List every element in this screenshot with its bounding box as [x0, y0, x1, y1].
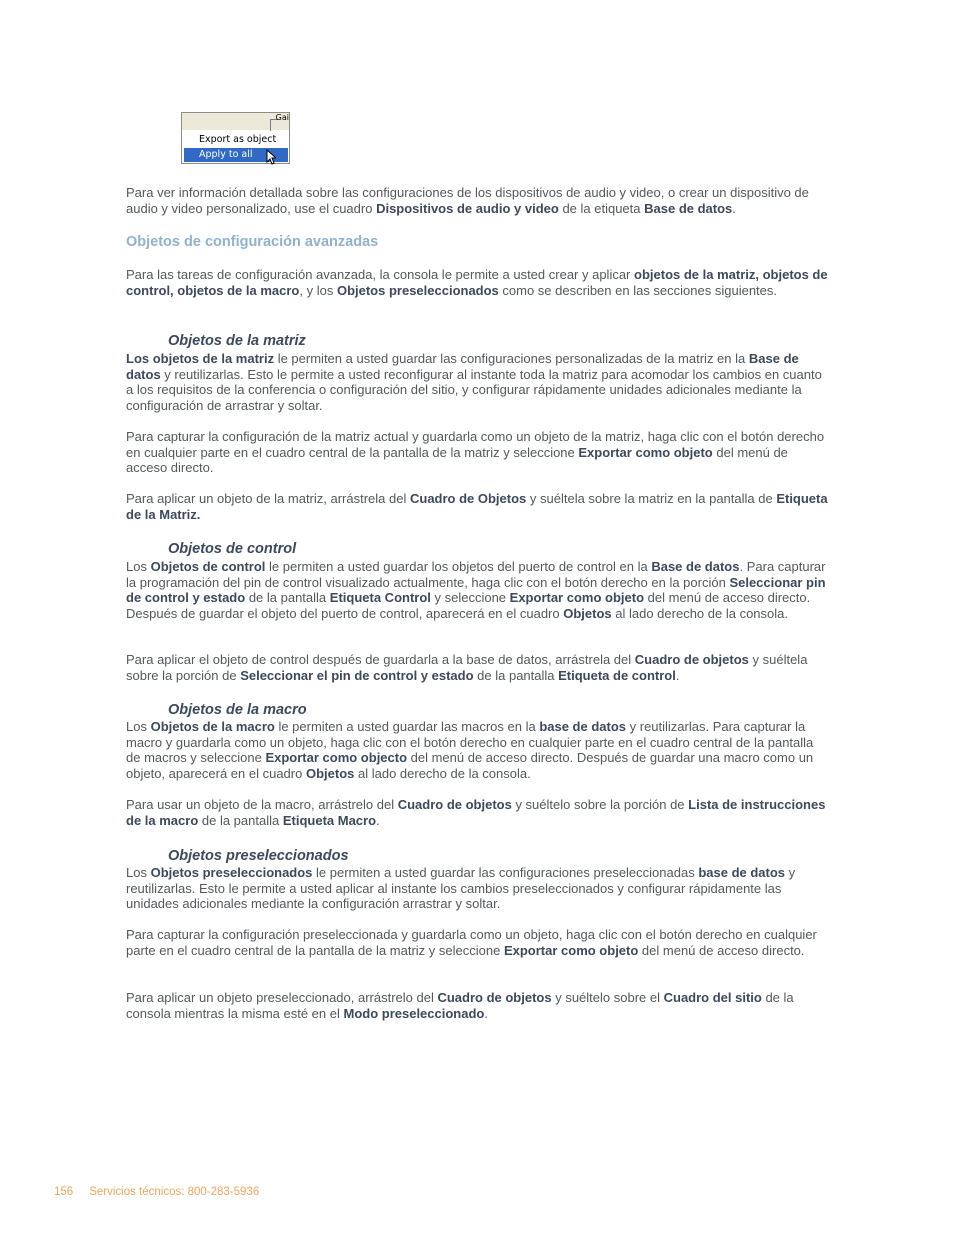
menu-item-apply-to-all[interactable]: Apply to all	[184, 148, 288, 162]
macro-heading: Objetos de la macro	[168, 702, 307, 718]
preset-heading: Objetos preseleccionados	[168, 848, 349, 864]
matrix-paragraph-2: Para capturar la configuración de la matriz actual y guardarla como un objeto de la matriz, haga clic con el botón derecho en cualquier parte en el cuadro central de la pantalla de la matriz y seleccione Exportar como objeto del menú de acceso directo.	[126, 429, 825, 476]
overview-paragraph: Para las tareas de configuración avanzada, la consola le permite a usted crear y aplicar objetos de la matriz, objetos de control, objetos de la macro, y los Objetos preseleccionados como se describen en las secciones siguientes.	[126, 267, 828, 298]
section-heading: Objetos de configuración avanzadas	[126, 234, 379, 250]
preset-paragraph-1: Los Objetos preseleccionados le permiten a usted guardar las configuraciones preseleccionadas base de datos y reutilizarlas. Esto le permite a usted aplicar al instante los cambios preseleccionados y configurar rápidamente las unidades adicionales mediante la configuración arrastrar y soltar.	[126, 865, 796, 912]
page-number: 156	[54, 1186, 74, 1198]
matrix-paragraph-3: Para aplicar un objeto de la matriz, arrástrela del Cuadro de Objetos y suéltela sobre la matriz en la pantalla de Etiqueta de la Matriz.	[126, 491, 828, 522]
menu-corner-text: Gai	[275, 113, 289, 122]
matrix-paragraph-1: Los objetos de la matriz le permiten a usted guardar las configuraciones personalizadas de la matriz en la Base de datos y reutilizarlas. Esto le permite a usted reconfigurar al instante toda la matriz para acomodar los cambios en cuanto a los requisitos de la conferencia o configuración del sitio, y configurar rápidamente unidades adicionales mediante la configuración de arrastrar y soltar.	[126, 351, 822, 413]
macro-paragraph-1: Los Objetos de la macro le permiten a usted guardar las macros en la base de datos y reutilizarlas. Para capturar la macro y guardarla como un objeto, haga clic con el botón derecho en cualquier parte en el cuadro central de la pantalla de macros y seleccione Exportar como objecto del menú de acceso directo. Después de guardar una macro como un objeto, aparecerá en el cuadro Objetos al lado derecho de la consola.	[126, 719, 814, 781]
frame-line	[270, 119, 271, 131]
control-paragraph-2: Para aplicar el objeto de control después de guardarla a la base de datos, arrástrela del Cuadro de objetos y suéltela sobre la porción de Seleccionar el pin de control y estado de la pantalla Etiqueta de control.	[126, 652, 808, 683]
control-heading: Objetos de control	[168, 541, 297, 557]
matrix-heading: Objetos de la matriz	[168, 333, 306, 349]
service-phone-text: Servicios técnicos: 800-283-5936	[89, 1186, 260, 1198]
preset-paragraph-3: Para aplicar un objeto preseleccionado, arrástrelo del Cuadro de objetos y suéltelo sobre el Cuadro del sitio de la consola mientras la misma esté en el Modo preseleccionado.	[126, 990, 794, 1021]
mouse-pointer-icon	[266, 149, 276, 165]
control-paragraph-1: Los Objetos de control le permiten a usted guardar los objetos del puerto de control en la Base de datos. Para capturar la programación del pin de control visualizado actualmente, haga clic con el botón derecho en la porción Seleccionar pin de control y estado de la pantalla Etiqueta Control y seleccione Exportar como objeto del menú de acceso directo. Después de guardar el objeto del puerto de control, aparecerá en el cuadro Objetos al lado derecho de la consola.	[126, 559, 826, 621]
intro-paragraph: Para ver información detallada sobre las configuraciones de los dispositivos de audio y video, o crear un dispositivo de audio y video personalizado, use el cuadro Dispositivos de audio y video de la etiqueta Base de datos.	[126, 185, 809, 216]
context-menu-screenshot	[181, 112, 290, 164]
menu-item-export-as-object[interactable]: Export as object	[199, 134, 277, 145]
page-footer	[54, 1186, 259, 1198]
menu-top-strip	[182, 113, 289, 130]
macro-paragraph-2: Para usar un objeto de la macro, arrástrelo del Cuadro de objetos y suéltelo sobre la porción de Lista de instrucciones de la macro de la pantalla Etiqueta Macro.	[126, 797, 826, 828]
preset-paragraph-2: Para capturar la configuración preseleccionada y guardarla como un objeto, haga clic con el botón derecho en cualquier parte en el cuadro central de la pantalla de la matriz y seleccione Exportar como objeto del menú de acceso directo.	[126, 927, 817, 958]
